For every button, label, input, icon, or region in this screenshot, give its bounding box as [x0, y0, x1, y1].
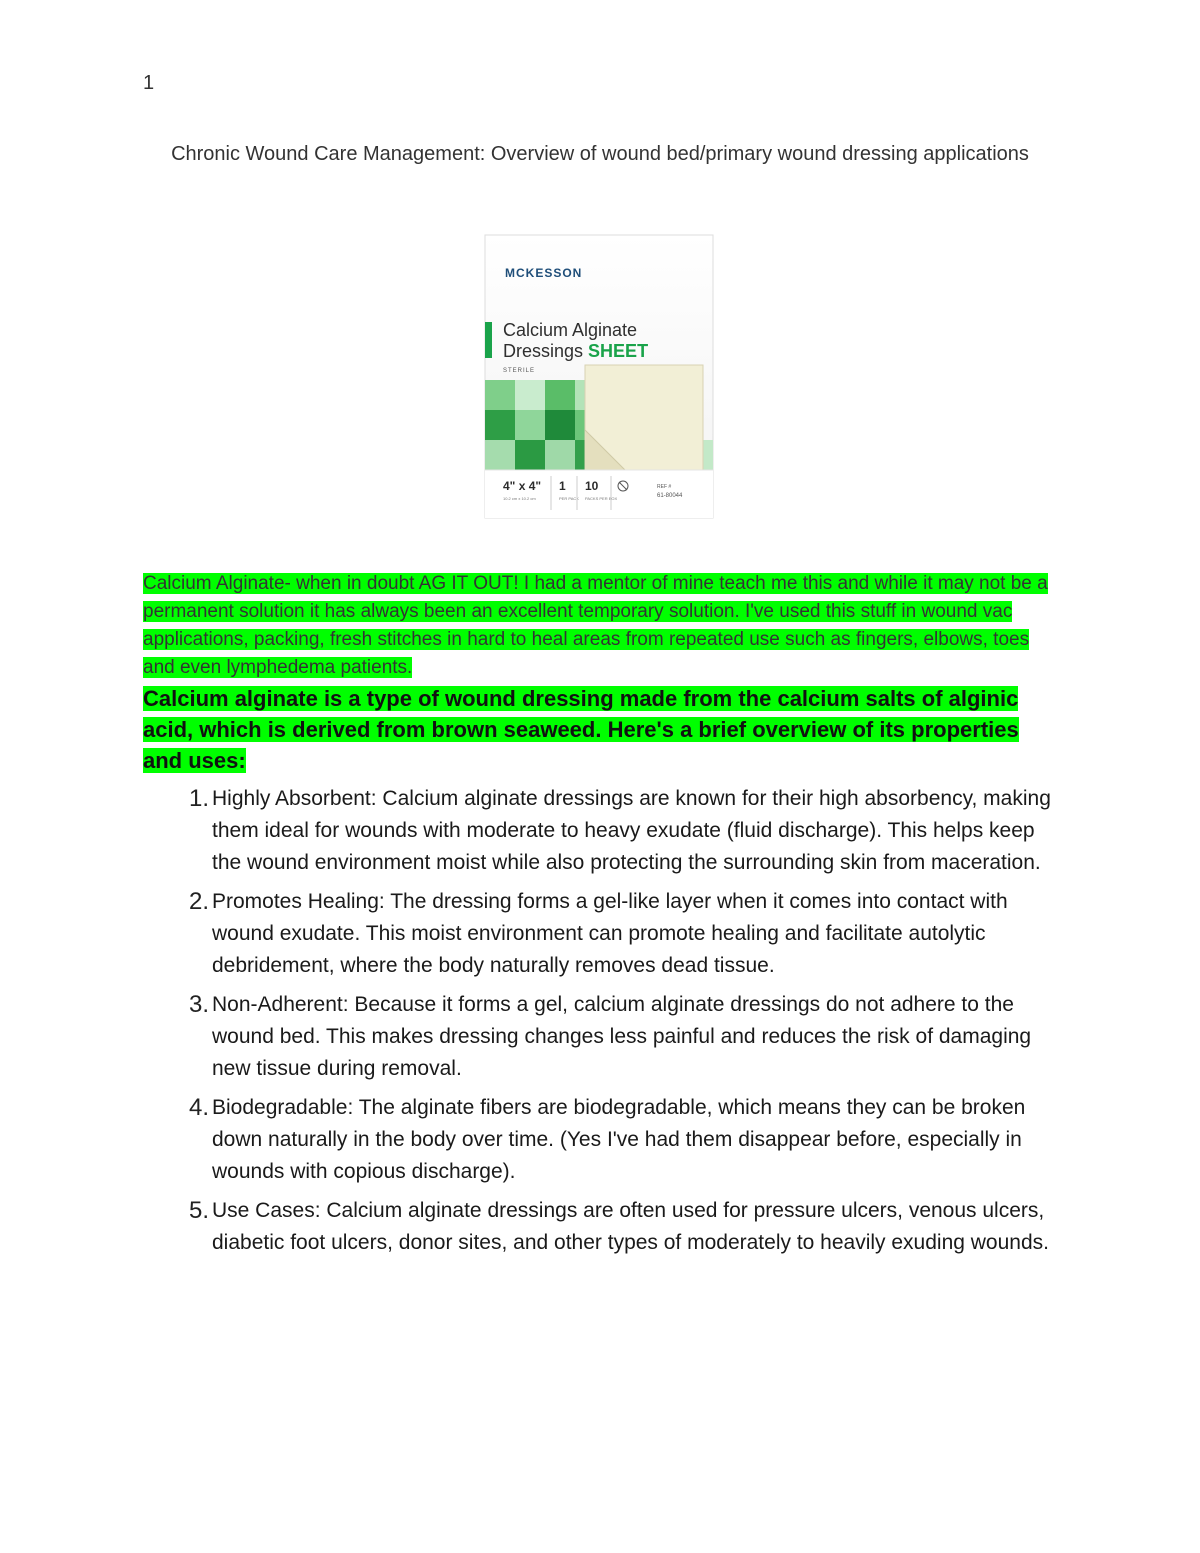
list-item [143, 1092, 1068, 1188]
list-item [143, 989, 1068, 1085]
list-item-text: Biodegradable: The alginate fibers are biodegradable, which means they can be broken down naturally in the body over time. (Yes I've had them disappear before, especially in wounds with copious discharge). [212, 1096, 1026, 1183]
packs-count: 10 [585, 479, 599, 493]
list-number: 4 . [143, 1092, 211, 1188]
product-name-line1: Calcium Alginate [503, 320, 638, 340]
product-name-sheet: SHEET [588, 341, 649, 361]
product-name-line2a: Dressings [503, 341, 584, 361]
ref-code: 61-80044 [657, 493, 683, 499]
page-title: Chronic Wound Care Management: Overview of wound bed/primary wound dressing applications [171, 143, 1029, 165]
product-image [463, 230, 743, 530]
ref-label: REF # [657, 484, 672, 490]
list-item-text: Non-Adherent: Because it forms a gel, calcium alginate dressings do not adhere to the wound bed. This makes dressing changes less painful and reduces the risk of damaging new tissue during removal. [212, 993, 1032, 1080]
list-number: 1 . [143, 783, 211, 879]
size-sub-label: 10.2 cm x 10.2 cm [503, 496, 536, 501]
list-number: 2 . [143, 886, 211, 982]
sterile-label: STERILE [503, 368, 536, 374]
list-item [143, 783, 1068, 879]
list-number: 5 . [143, 1195, 211, 1259]
intro-highlight: Calcium Alginate- when in doubt AG IT OUT! I had a mentor of mine teach me this and while it may not be a permanent solution it has always been an excellent temporary solution. I've used this stuff in wound vac applications, packing, fresh stitches in hard to heal areas from repeated use such as fingers, elbows, toes and even lymphedema patients. [143, 573, 1048, 678]
size-label: 4" x 4" [503, 479, 542, 493]
list-item-text: Use Cases: Calcium alginate dressings are often used for pressure ulcers, venous ulcers, diabetic foot ulcers, donor sites, and other types of moderately to heavily exuding wounds. [212, 1199, 1049, 1254]
brand-logo: MCKESSON [505, 266, 583, 280]
list-item [143, 886, 1068, 982]
list-item [143, 1195, 1068, 1259]
per-pack-count: 1 [559, 479, 566, 493]
summary-highlight: Calcium alginate is a type of wound dressing made from the calcium salts of alginic acid, which is derived from brown seaweed. Here's a brief overview of its properties and uses: [143, 686, 1019, 773]
per-pack-label: PER PACK [559, 496, 579, 501]
packs-label: PACKS PER BOX [585, 496, 618, 501]
svg-text:Dressings SHEET [503, 341, 648, 361]
intro-paragraph [143, 570, 1058, 682]
summary-paragraph [143, 683, 1063, 776]
list-item-text: Highly Absorbent: Calcium alginate dressings are known for their high absorbency, making them ideal for wounds with moderate to heavy exudate (fluid discharge). This helps keep the wound environment moist while also protecting the surrounding skin from maceration. [212, 787, 1051, 874]
properties-list [143, 783, 1068, 1266]
accent-bar [485, 322, 492, 358]
dressing-sheet [585, 365, 703, 473]
list-item-text: Promotes Healing: The dressing forms a gel-like layer when it comes into contact with wound exudate. This moist environment can promote healing and facilitate autolytic debridement, where the body naturally removes dead tissue. [212, 890, 1008, 977]
page-number: 1 [143, 72, 155, 94]
list-number: 3 . [143, 989, 211, 1085]
